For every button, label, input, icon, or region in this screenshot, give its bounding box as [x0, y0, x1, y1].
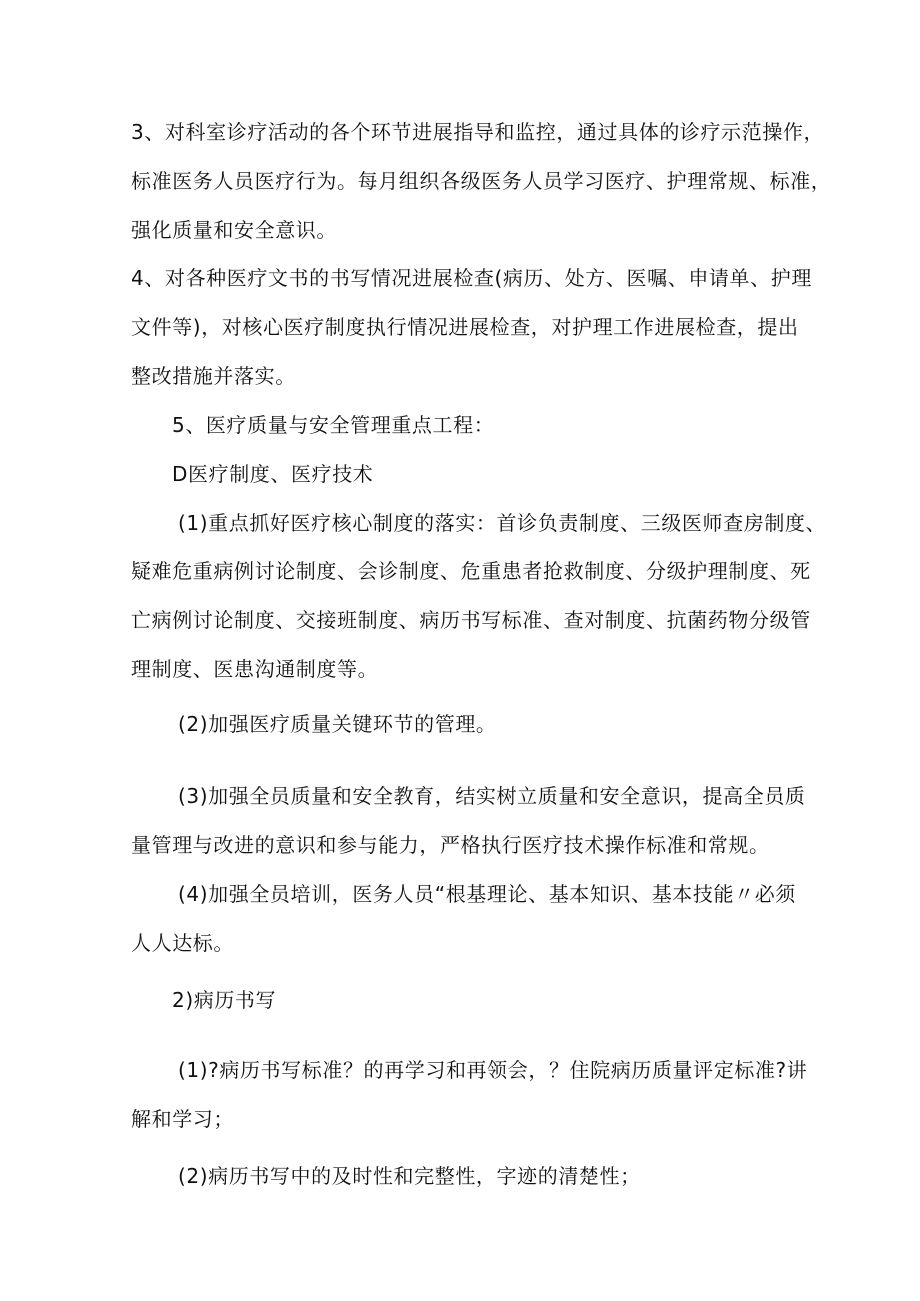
item-3-line-1: (3)加强全员质量和安全教育，结实树立质量和安全意识，提高全员质	[178, 784, 806, 808]
paragraph-3-line-1: 3、对科室诊疗活动的各个环节进展指导和监控，通过具体的诊疗示范操作，	[131, 120, 825, 144]
section-heading-quality-safety: 5、医疗质量与安全管理重点工程：	[172, 413, 495, 437]
item-1-line-1: (1)重点抓好医疗核心制度的落实：首诊负责制度、三级医师查房制度、	[178, 511, 827, 535]
records-item-1-line-1: (1)?病历书写标准？的再学习和再领会，？住院病历质量评定标准?讲	[178, 1058, 808, 1082]
item-4-line-2: 人人达标。	[131, 931, 234, 955]
item-4-line-1: (4)加强全员培训，医务人员“根基理论、基本知识、基本技能〃必须	[178, 882, 796, 906]
item-1-line-3: 亡病例讨论制度、交接班制度、病历书写标准、查对制度、抗菌药物分级管	[131, 608, 811, 632]
paragraph-4-line-2: 文件等)，对核心医疗制度执行情况进展检查，对护理工作进展检查，提出	[131, 315, 799, 339]
paragraph-4-line-3: 整改措施并落实。	[131, 364, 296, 388]
paragraph-3-line-3: 强化质量和安全意识。	[131, 218, 337, 242]
paragraph-3-line-2: 标准医务人员医疗行为。每月组织各级医务人员学习医疗、护理常规、标准，	[131, 169, 832, 193]
subsection-heading-medical-records: 2)病历书写	[172, 988, 277, 1012]
records-item-2-line-1: (2)病历书写中的及时性和完整性，字迹的清楚性；	[178, 1164, 641, 1188]
item-1-line-4: 理制度、医患沟通制度等。	[131, 657, 379, 681]
subsection-heading-medical-system: D医疗制度、医疗技术	[172, 462, 374, 486]
records-item-1-line-2: 解和学习；	[131, 1107, 234, 1131]
paragraph-4-line-1: 4、对各种医疗文书的书写情况进展检查(病历、处方、医嘱、申请单、护理	[131, 266, 812, 290]
item-3-line-2: 量管理与改进的意识和参与能力，严格执行医疗技术操作标准和常规。	[131, 833, 770, 857]
item-2-line-1: (2)加强医疗质量关键环节的管理。	[178, 712, 497, 736]
item-1-line-2: 疑难危重病例讨论制度、会诊制度、危重患者抢救制度、分级护理制度、死	[131, 559, 811, 583]
